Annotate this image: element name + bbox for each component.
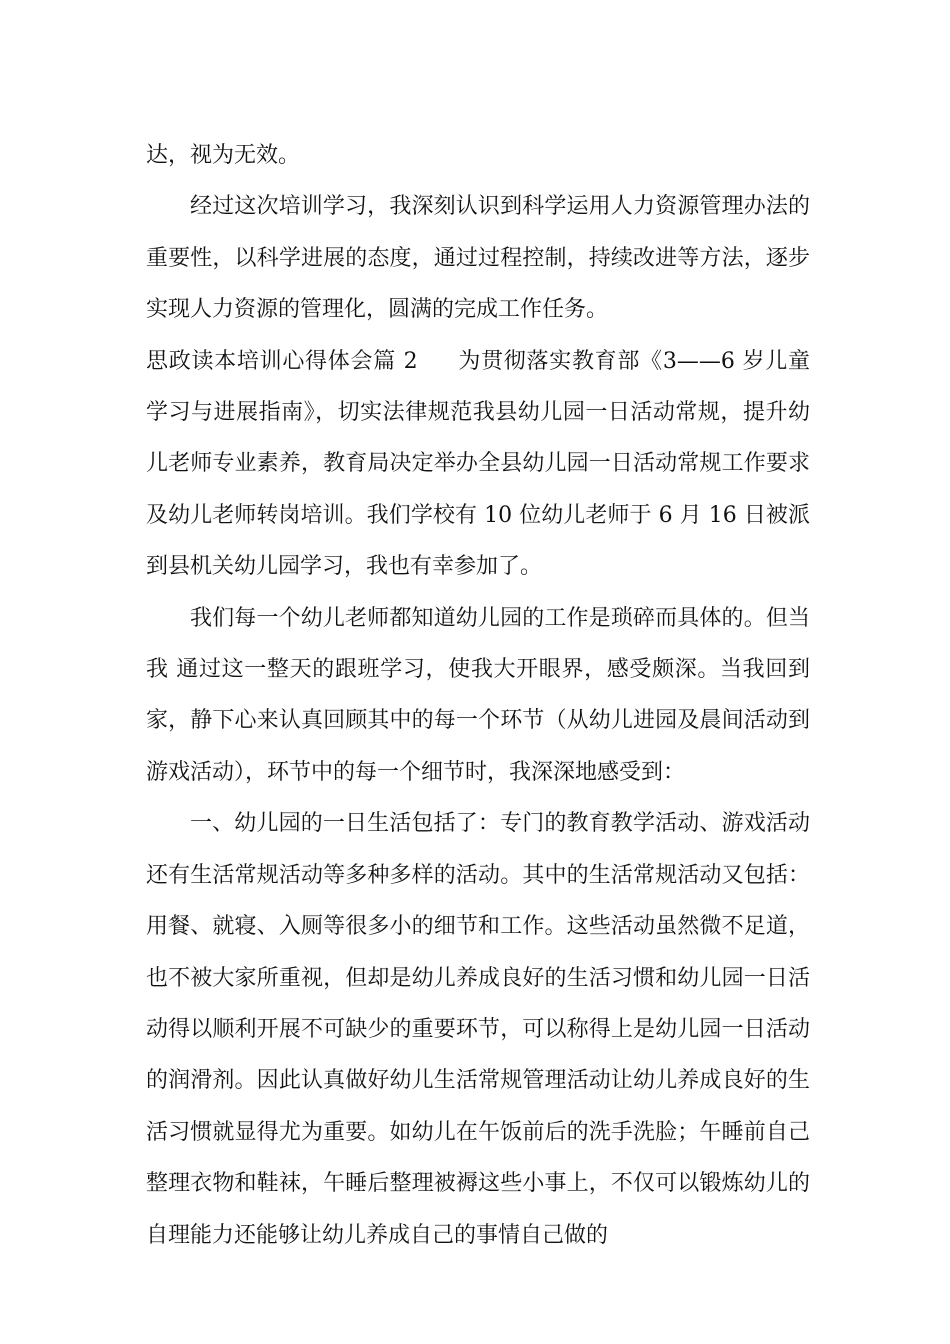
paragraph-point-one: 一、幼儿园的一日生活包括了：专门的教育教学活动、游戏活动还有生活常规活动等多种多样的活动。其中的生活常规活动又包括：用餐、就寝、入厕等很多小的细节和工作。这些活动虽然微不足道，也不被大家所重视，但却是幼儿养成良好的生活习惯和幼儿园一日活动得以顺利开展不可缺少的重要环节，可以称得上是幼儿园一日活动的润滑剂。因此认真做好幼儿生活常规管理活动让幼儿养成良好的生活习惯就显得尤为重要。如幼儿在午饭前后的洗手洗脸；午睡前自己整理衣物和鞋袜，午睡后整理被褥这些小事上，不仅可以锻炼幼儿的自理能力还能够让幼儿养成自己的事情自己做的 xyxy=(146,811,810,1248)
document-body xyxy=(146,130,810,1261)
section-intro-text: 为贯彻落实教育部《3——6 岁儿童学习与进展指南》，切实法律规范我县幼儿园一日活动常规，提升幼儿老师专业素养，教育局决定举办全县幼儿园一日活动常规工作要求及幼儿老师转岗培训。我们学校有 10 位幼儿老师于 6 月 16 日被派到县机关幼儿园学习，我也有幸参加了。 xyxy=(146,348,810,580)
paragraph-reflection: 我们每一个幼儿老师都知道幼儿园的工作是琐碎而具体的。但当我 通过这一整天的跟班学习，使我大开眼界，感受颇深。当我回到家，静下心来认真回顾其中的每一个环节（从幼儿进园及晨间活动到游戏活动），环节中的每一个细节时，我深深地感受到： xyxy=(146,605,810,785)
paragraph-continuation: 达，视为无效。 xyxy=(146,143,301,168)
paragraph-hr-summary: 经过这次培训学习，我深刻认识到科学运用人力资源管理办法的重要性，以科学进展的态度，通过过程控制，持续改进等方法，逐步实现人力资源的管理化，圆满的完成工作任务。 xyxy=(146,194,810,323)
paragraph-section-2-intro xyxy=(146,336,810,593)
section-heading: 思政读本培训心得体会篇 2 xyxy=(146,348,418,374)
